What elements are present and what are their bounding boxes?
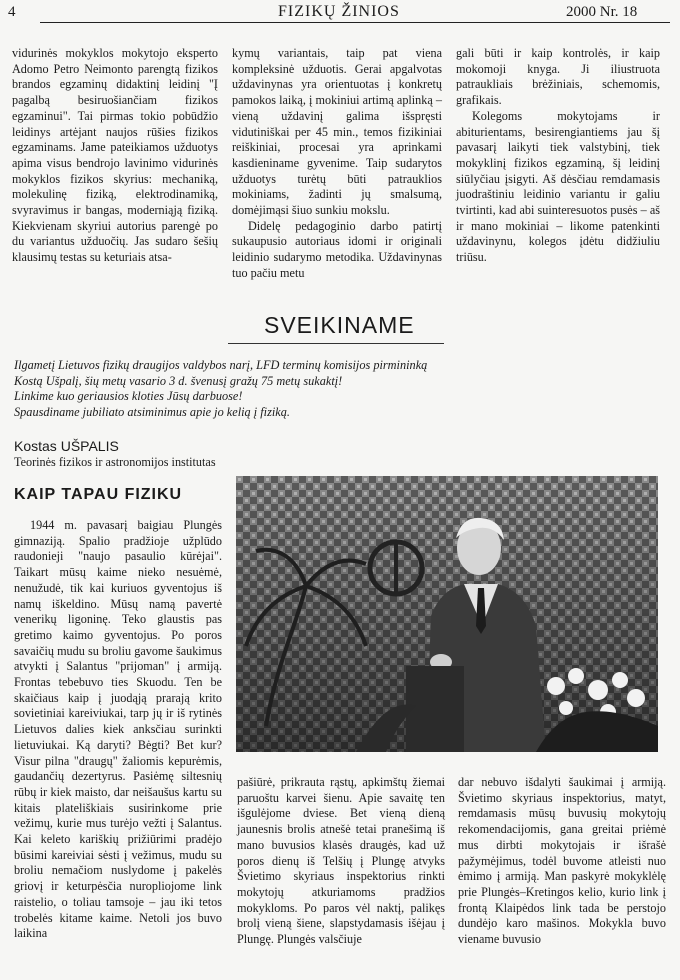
article-column-2 — [237, 775, 445, 948]
author-institute: Teorinės fizikos ir astronomijos institutas — [14, 455, 216, 469]
paragraph: Didelę pedagoginio darbo patirtį sukaupusio autoriaus idomi ir originali leidinio sudarymo metodika. Uždavinynas tuo pačiu metu — [232, 218, 442, 280]
section-divider — [228, 343, 444, 344]
review-column-3 — [456, 46, 660, 266]
paragraph: pašiūrė, prikrauta rąstų, apkimštų žiemai paruoštu karvei šienu. Apie savaitę ten išgulėjome dviese. Bet vieną dieną jaunesnis brolis atnešė tetai pranešimą iš mano buvusios klasės draugės, kad už poros dienų iš Telšių į Plungę atvyks Švietimo skyriaus inspektorius rinkti mokytojų atkuriamoms pradžios mokykloms. Po paros vėl naktį, palikęs brolį vieną šiene, slapstydamasis išėjau į Plungę. Plungės valsčiuje — [237, 775, 445, 947]
article-author — [14, 438, 119, 454]
review-column-2 — [232, 46, 442, 282]
paragraph: kymų variantais, taip pat viena kompleksinė užduotis. Gerai apgalvotas uždavinynas yra orientuotas į konkretų pamokos laiką, į mokiniui artimą aplinką – vieną uždavinį galima išspręsti vidutiniškai per 45 min., temos fizikiniai reiškiniai, procesai yra aprinkami kasdieniname gyvenime. Taip sudarytos užduotys turėtų būti patrauklios mokiniams, žadinti jų smalsumą, domėjimąsi šiuo sunkiu mokslu. — [232, 46, 442, 218]
article-column-1 — [14, 518, 222, 942]
article-photo — [236, 476, 658, 752]
greeting-line: Ilgametį Lietuvos fizikų draugijos valdybos narį, LFD terminų komisijos pirmininką — [14, 358, 428, 372]
greeting-line: Kostą Ušpalį, šių metų vasario 3 d. švenusį gražų 75 metų sukaktį! — [14, 373, 343, 388]
author-last-name: UŠPALIS — [60, 438, 119, 454]
journal-title: FIZIKŲ ŽINIOS — [278, 3, 400, 20]
page-number: 4 — [8, 4, 16, 20]
section-title: SVEIKINAME — [264, 312, 415, 338]
greeting-text — [14, 358, 644, 420]
article-title: KAIP TAPAU FIZIKU — [14, 486, 183, 503]
speaker-photo-illustration — [236, 476, 658, 752]
article-column-3 — [458, 775, 666, 948]
header-divider — [40, 22, 670, 23]
paragraph: dar nebuvo išdalyti šaukimai į armiją. Švietimo skyriaus inspektorius, matyt, remdamasis mūsų buvusių mokytojų rekomendacijomis, gana greitai priėmė mus dirbti mokytojais ir išrašė pažymėjimus, todėl buvome atleisti nuo ėmimo į armiją. Man paskyrė mokyklėlę prie Plungės–Kretingos kelio, kurio link į frontą Klaipėdos link tada be perstojo dundėjo karo mašinos. Mokykla buvo viename buvusio — [458, 775, 666, 947]
paragraph: vidurinės mokyklos mokytojo eksperto Adomo Petro Neimonto parengtą fizikos brandos egzaminų didaktinį leidinį "Į pagalbą besiruošiančiam fizikos egzaminui". Tai pirmas tokio pobūdžio leidinys artėjant naujos rūšies fizikos egzaminams. Jame pateikiamos užduotys apima visus bendrojo lavinimo vidurinės mokyklos fizikos skyrius: mechaniką, molekulinę fiziką, elektrodinamiką, svyravimus ir bangas, moderniąją fiziką. Kiekvienam skyriui autorius parengė po du variantus užduočių. Jas sudaro šešių klausimų testas su keturiais atsa- — [12, 46, 218, 265]
greeting-line: Linkime kuo geriausios kloties Jūsų darbuose! — [14, 389, 243, 404]
paragraph: gali būti ir kaip kontrolės, ir kaip mokomoji knyga. Ji iliustruota patraukliais brėžiniais, schemomis, grafikais. — [456, 46, 660, 108]
paragraph: 1944 m. pavasarį baigiau Plungės gimnaziją. Spalio pradžioje užplūdo raudonieji "naujo pasaulio kūrėjai". Taikart mūsų kaime nieko nesuėmė, nenužudė, tik kai kuriuos gyventojus iš namų iškeldino. Mūsų namą pavertė venerikų ligoninę. Teko glaustis pas gretimo kaimo gyventojus. Po poros savaičių mudu su broliu gavome šaukimus atvykti į Salantus "prijoman" į armiją. Frontas tebebuvo ties Skuodu. Ten be skaičiaus kaip į juodąją prarają krito sovietiniai kareiviukai, tarp jų ir iš rytinės Lietuvos dalies kiek anksčiau surinkti lietuviukai. Ką daryti? Bėgti? Bet kur? Visur pilna "draugų" žaliomis kepurėmis, gaudančių dezertyrus. Pasiėmę siltesnių rūbų ir kiek maisto, dar neišaušus kartu su kitais plateliškiais susirinkome prie vežimų, kurie mus turėjo vežti į Salantus. Kai keleto kariškių prižiūrimi pradėjo būsimi kareiviai sėsti į vežimus, mudu su broliu nemačiom nuslydome į pakelės griovį ir keturpėsčia nuropliojome link raistelio, o toliau tamsoje – jau iki tetos trobelės kitame kaime. Netoli jos buvo laikina — [14, 518, 222, 941]
greeting-line: Spausdiname jubiliato atsiminimus apie jo kelią į fiziką. — [14, 404, 290, 419]
paragraph: Kolegoms mokytojams ir abiturientams, besirengiantiems jau šį pavasarį laikyti tiek valstybinį, tiek mokyklinį fizikos egzaminą, šį leidinį siūlyčiau įsigyti. Aš dėsčiau remdamasis juodraštiniu leidinio variantu ir galiu tvirtinti, kad abi suinteresuotos pusės – aš ir mano mokiniai – likome patenkinti uždavinynu, kolegos įdėtu didžiuliu triūsu. — [456, 108, 660, 265]
issue-number: 2000 Nr. 18 — [566, 4, 638, 20]
author-first-name: Kostas — [14, 438, 57, 454]
review-column-1 — [12, 46, 218, 266]
